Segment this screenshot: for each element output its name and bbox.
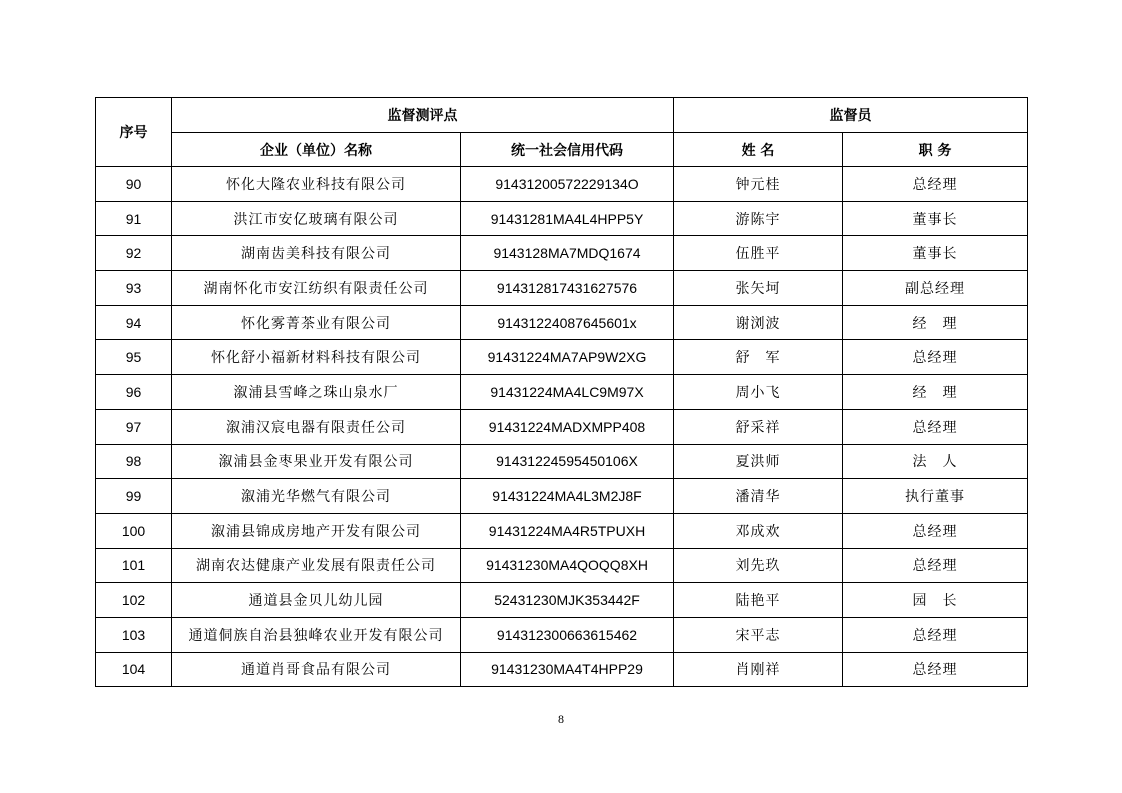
- cell-supervisor-name: 游陈宇: [674, 201, 843, 236]
- table-row: [96, 236, 1028, 271]
- cell-credit-code: 91431224MA7AP9W2XG: [461, 340, 674, 375]
- cell-position: 董事长: [843, 236, 1028, 271]
- cell-company-name: 湖南农达健康产业发展有限责任公司: [172, 548, 461, 583]
- cell-supervisor-name: 肖刚祥: [674, 652, 843, 687]
- cell-company-name: 通道县金贝儿幼儿园: [172, 583, 461, 618]
- cell-supervisor-name: 潘清华: [674, 479, 843, 514]
- table-row: [96, 617, 1028, 652]
- cell-position: 园 长: [843, 583, 1028, 618]
- cell-company-name: 湖南怀化市安江纺织有限责任公司: [172, 271, 461, 306]
- table-body: [96, 167, 1028, 687]
- cell-position: 执行董事: [843, 479, 1028, 514]
- cell-position: 董事长: [843, 201, 1028, 236]
- cell-supervisor-name: 舒 军: [674, 340, 843, 375]
- cell-seq: 101: [96, 548, 172, 583]
- cell-supervisor-name: 刘先玖: [674, 548, 843, 583]
- cell-supervisor-name: 陆艳平: [674, 583, 843, 618]
- cell-credit-code: 91431224087645601x: [461, 305, 674, 340]
- cell-company-name: 通道侗族自治县独峰农业开发有限公司: [172, 617, 461, 652]
- cell-supervisor-name: 谢浏波: [674, 305, 843, 340]
- cell-supervisor-name: 夏洪师: [674, 444, 843, 479]
- header-seq: 序号: [96, 98, 172, 167]
- cell-seq: 104: [96, 652, 172, 687]
- table-row: [96, 375, 1028, 410]
- cell-credit-code: 91431230MA4T4HPP29: [461, 652, 674, 687]
- cell-supervisor-name: 伍胜平: [674, 236, 843, 271]
- table-row: [96, 583, 1028, 618]
- cell-seq: 94: [96, 305, 172, 340]
- cell-supervisor-name: 宋平志: [674, 617, 843, 652]
- cell-company-name: 溆浦县锦成房地产开发有限公司: [172, 513, 461, 548]
- table-row: [96, 340, 1028, 375]
- cell-company-name: 洪江市安亿玻璃有限公司: [172, 201, 461, 236]
- cell-credit-code: 91431224MADXMPP408: [461, 409, 674, 444]
- cell-company-name: 湖南齿美科技有限公司: [172, 236, 461, 271]
- header-row-sub: [96, 133, 1028, 167]
- cell-seq: 95: [96, 340, 172, 375]
- cell-credit-code: 91431224MA4L3M2J8F: [461, 479, 674, 514]
- header-person: 姓 名: [674, 133, 843, 167]
- table-row: [96, 652, 1028, 687]
- cell-company-name: 怀化大隆农业科技有限公司: [172, 167, 461, 202]
- header-site-group: 监督测评点: [172, 98, 674, 133]
- table-row: [96, 305, 1028, 340]
- cell-credit-code: 52431230MJK353442F: [461, 583, 674, 618]
- header-company: 企业（单位）名称: [172, 133, 461, 167]
- page-number: 8: [558, 712, 564, 726]
- header-code: 统一社会信用代码: [461, 133, 674, 167]
- cell-credit-code: 91431230MA4QOQQ8XH: [461, 548, 674, 583]
- cell-seq: 91: [96, 201, 172, 236]
- cell-supervisor-name: 张矢坷: [674, 271, 843, 306]
- cell-position: 副总经理: [843, 271, 1028, 306]
- cell-seq: 98: [96, 444, 172, 479]
- cell-company-name: 溆浦县金枣果业开发有限公司: [172, 444, 461, 479]
- cell-credit-code: 91431224595450106X: [461, 444, 674, 479]
- table-row: [96, 201, 1028, 236]
- cell-supervisor-name: 钟元桂: [674, 167, 843, 202]
- table-row: [96, 409, 1028, 444]
- cell-seq: 90: [96, 167, 172, 202]
- table-row: [96, 444, 1028, 479]
- cell-supervisor-name: 周小飞: [674, 375, 843, 410]
- cell-position: 总经理: [843, 409, 1028, 444]
- cell-position: 总经理: [843, 617, 1028, 652]
- cell-company-name: 怀化舒小福新材料科技有限公司: [172, 340, 461, 375]
- cell-seq: 103: [96, 617, 172, 652]
- cell-seq: 100: [96, 513, 172, 548]
- cell-position: 法 人: [843, 444, 1028, 479]
- cell-position: 经 理: [843, 375, 1028, 410]
- table-row: [96, 479, 1028, 514]
- table-row: [96, 167, 1028, 202]
- cell-credit-code: 91431281MA4L4HPP5Y: [461, 201, 674, 236]
- cell-company-name: 溆浦县雪峰之珠山泉水厂: [172, 375, 461, 410]
- cell-seq: 93: [96, 271, 172, 306]
- cell-credit-code: 91431200572229134O: [461, 167, 674, 202]
- header-supervisor-group: 监督员: [674, 98, 1028, 133]
- header-row-top: [96, 98, 1028, 133]
- cell-supervisor-name: 邓成欢: [674, 513, 843, 548]
- cell-seq: 92: [96, 236, 172, 271]
- cell-company-name: 溆浦汉宸电器有限责任公司: [172, 409, 461, 444]
- table-row: [96, 513, 1028, 548]
- cell-position: 总经理: [843, 548, 1028, 583]
- cell-seq: 96: [96, 375, 172, 410]
- table-row: [96, 271, 1028, 306]
- cell-credit-code: 914312300663615462: [461, 617, 674, 652]
- cell-company-name: 溆浦光华燃气有限公司: [172, 479, 461, 514]
- cell-seq: 97: [96, 409, 172, 444]
- cell-position: 经 理: [843, 305, 1028, 340]
- cell-supervisor-name: 舒采祥: [674, 409, 843, 444]
- cell-credit-code: 91431224MA4R5TPUXH: [461, 513, 674, 548]
- cell-credit-code: 91431224MA4LC9M97X: [461, 375, 674, 410]
- table-row: [96, 548, 1028, 583]
- header-role: 职 务: [843, 133, 1028, 167]
- cell-company-name: 通道肖哥食品有限公司: [172, 652, 461, 687]
- cell-company-name: 怀化雾菁茶业有限公司: [172, 305, 461, 340]
- cell-position: 总经理: [843, 167, 1028, 202]
- cell-credit-code: 9143128MA7MDQ1674: [461, 236, 674, 271]
- cell-seq: 102: [96, 583, 172, 618]
- cell-credit-code: 914312817431627576: [461, 271, 674, 306]
- cell-position: 总经理: [843, 652, 1028, 687]
- cell-position: 总经理: [843, 513, 1028, 548]
- supervision-table: [95, 97, 1028, 687]
- cell-position: 总经理: [843, 340, 1028, 375]
- cell-seq: 99: [96, 479, 172, 514]
